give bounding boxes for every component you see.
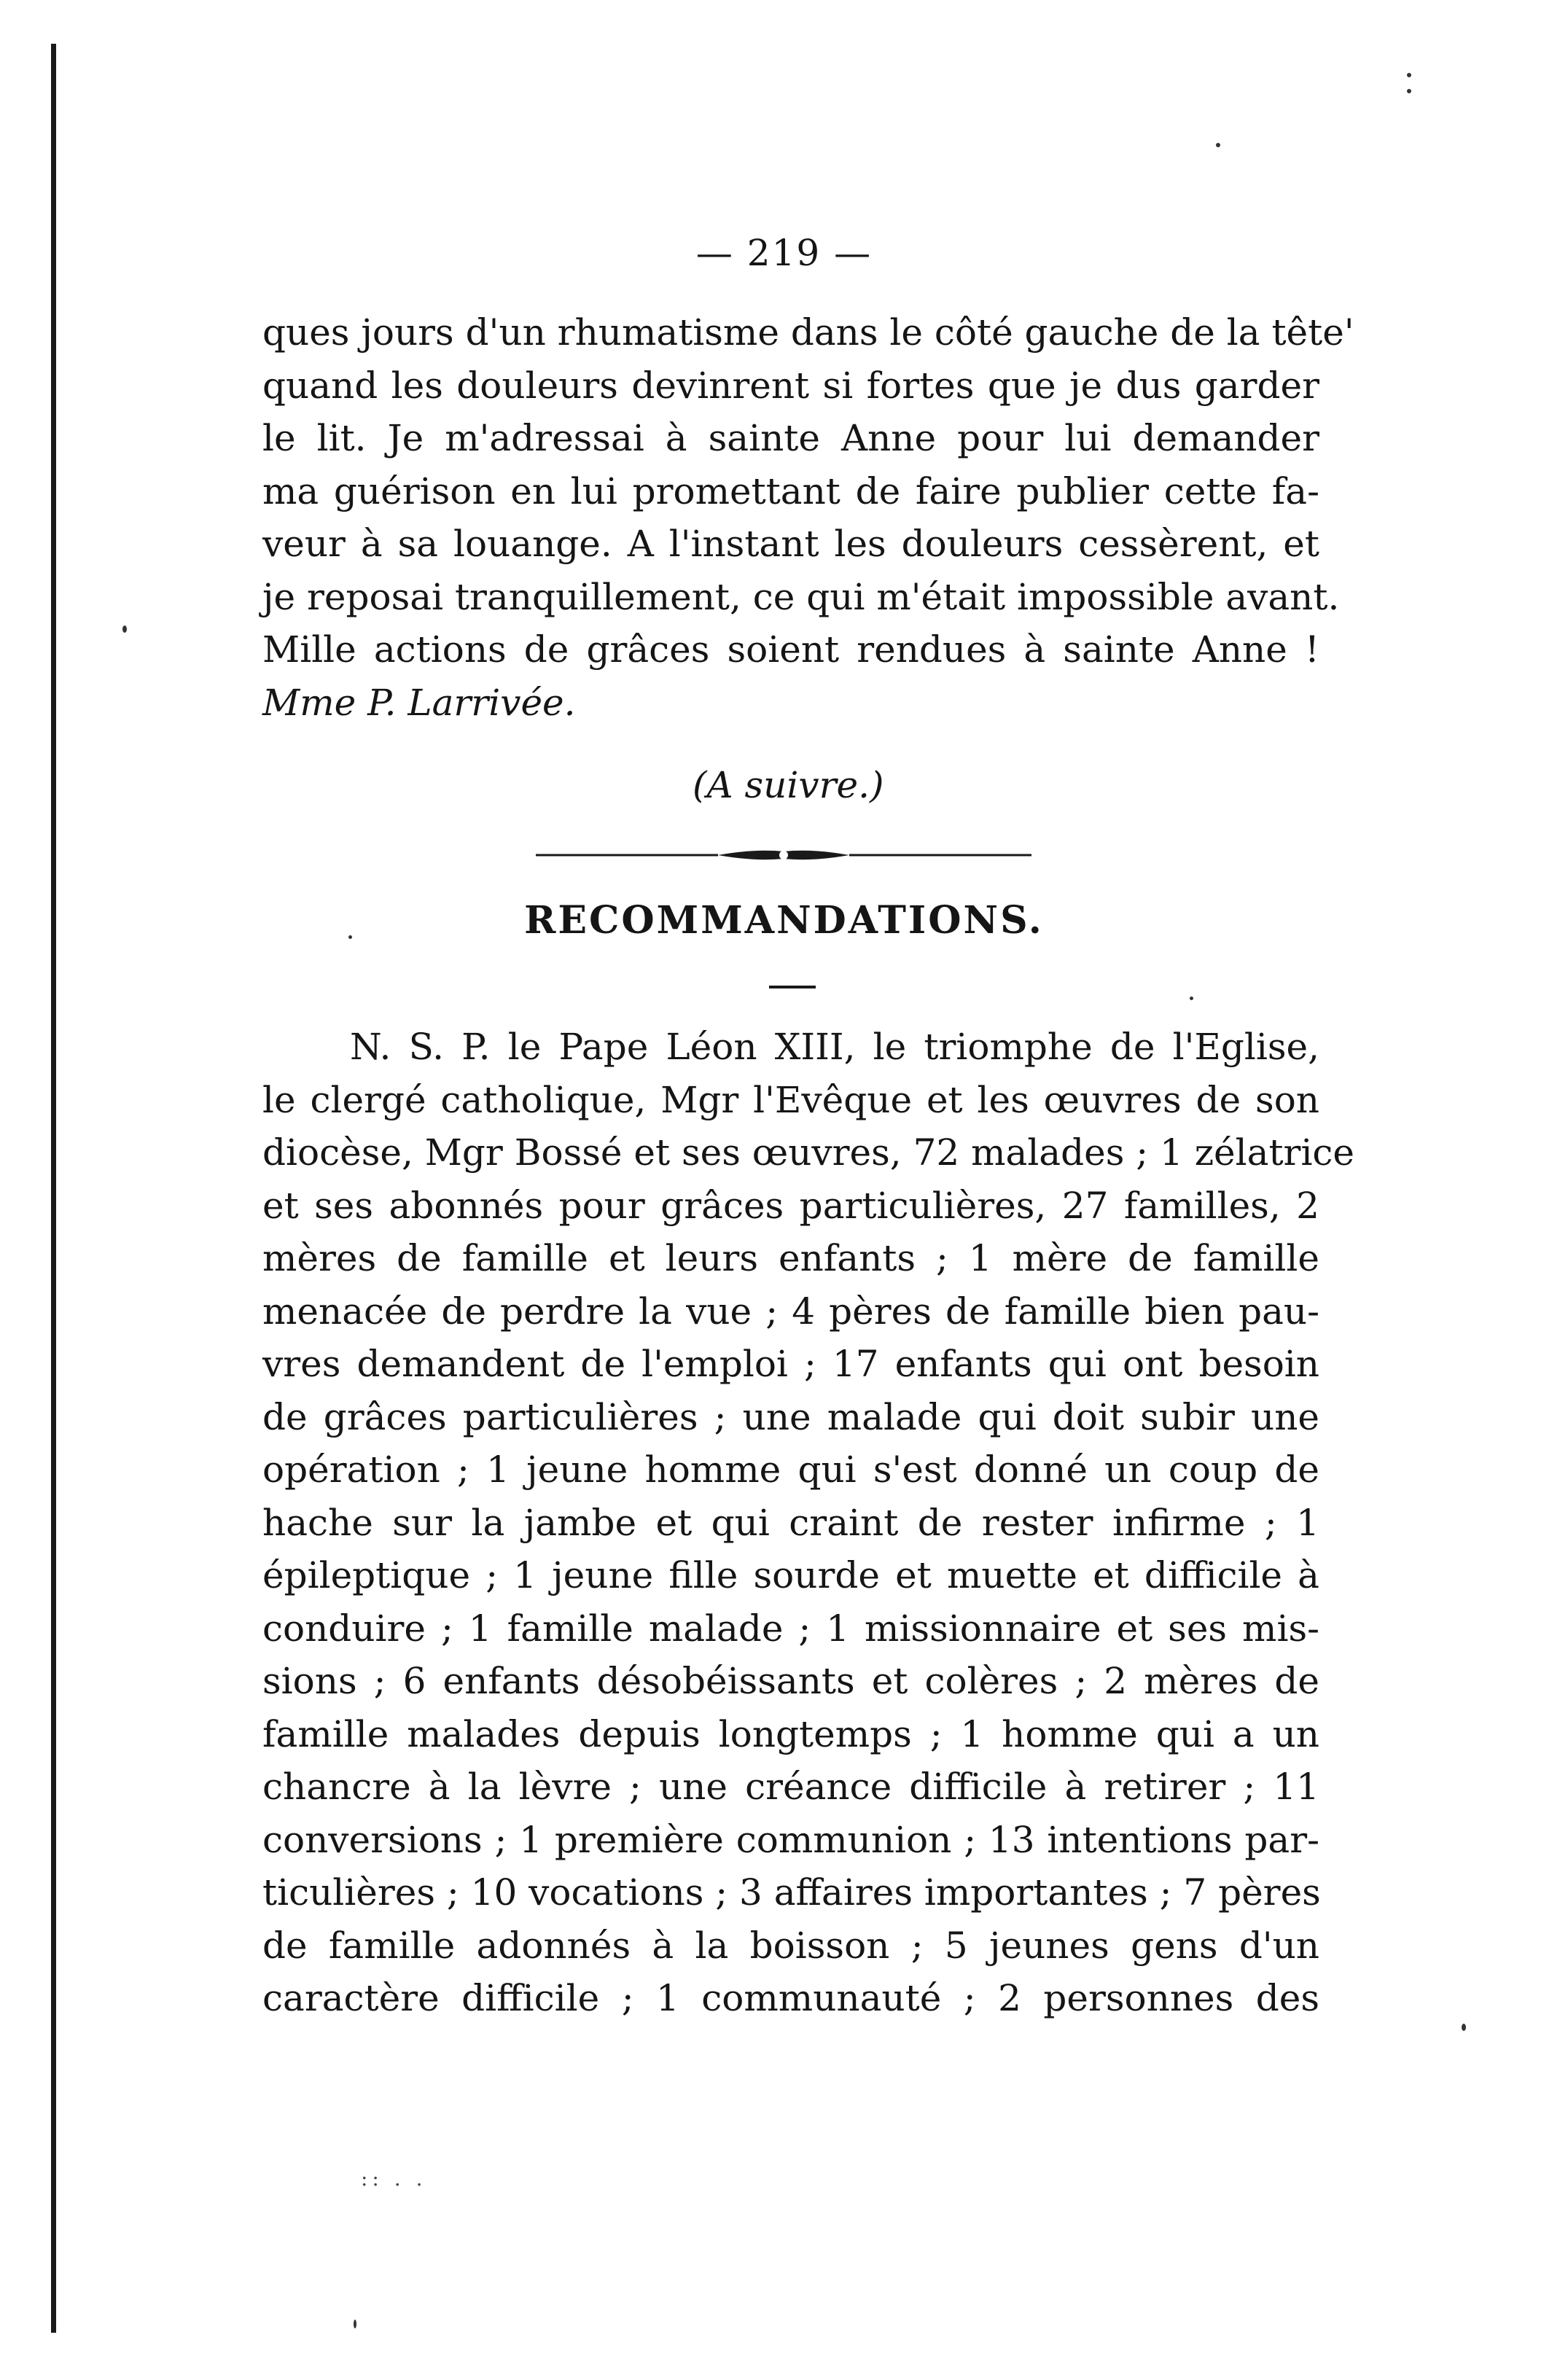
continuation-note: (A suivre.) bbox=[693, 764, 884, 806]
signature: Mme P. Larrivée. bbox=[262, 681, 576, 724]
testimony-paragraph bbox=[262, 306, 1354, 729]
text-line: famille malades depuis longtemps ; 1 homme qui a un bbox=[262, 1712, 1319, 1755]
scan-speck bbox=[1216, 143, 1220, 147]
section-title: RECOMMANDATIONS. bbox=[524, 898, 1044, 943]
page-number: — 219 — bbox=[695, 232, 873, 274]
scan-speck bbox=[1407, 73, 1411, 77]
recommendations-paragraph bbox=[262, 1021, 1355, 2025]
section-rule bbox=[769, 986, 816, 988]
text-line: je reposai tranquillement, ce qui m'était impossible avant. bbox=[262, 575, 1340, 618]
text-line: ma guérison en lui promettant de faire publier cette fa- bbox=[262, 469, 1319, 512]
text-line: de famille adonnés à la boisson ; 5 jeunes gens d'un bbox=[262, 1924, 1319, 1967]
text-line: opération ; 1 jeune homme qui s'est donné un coup de bbox=[262, 1448, 1319, 1491]
text-line: conversions ; 1 première communion ; 13 intentions par- bbox=[262, 1818, 1319, 1861]
text-line: menacée de perdre la vue ; 4 pères de famille bien pau- bbox=[262, 1290, 1319, 1333]
text-line: chancre à la lèvre ; une créance difficile à retirer ; 11 bbox=[262, 1766, 1319, 1808]
text-line: veur à sa louange. A l'instant les douleurs cessèrent, et bbox=[262, 523, 1319, 565]
scan-speck bbox=[122, 625, 127, 633]
scan-speck bbox=[1190, 997, 1193, 1000]
footer-marks: :: . . bbox=[361, 2167, 427, 2191]
text-line: sions ; 6 enfants désobéissants et colères ; 2 mères de bbox=[262, 1660, 1319, 1702]
scan-speck bbox=[354, 2320, 356, 2328]
section-divider-ornament bbox=[536, 844, 1031, 866]
text-line: caractère difficile ; 1 communauté ; 2 personnes des bbox=[262, 1977, 1319, 2019]
text-line: le clergé catholique, Mgr l'Evêque et les œuvres de son bbox=[262, 1078, 1319, 1121]
text-line: conduire ; 1 famille malade ; 1 missionnaire et ses mis- bbox=[262, 1607, 1319, 1650]
scan-speck bbox=[1407, 89, 1411, 93]
binding-edge-line bbox=[51, 44, 56, 2333]
text-line: vres demandent de l'emploi ; 17 enfants qui ont besoin bbox=[262, 1343, 1319, 1385]
text-line: le lit. Je m'adressai à sainte Anne pour lui demander bbox=[262, 417, 1319, 459]
scan-speck bbox=[348, 935, 352, 939]
text-line: ticulières ; 10 vocations ; 3 affaires importantes ; 7 pères bbox=[262, 1871, 1321, 1914]
text-line: ques jours d'un rhumatisme dans le côté gauche de la tête' bbox=[262, 311, 1354, 354]
text-line: et ses abonnés pour grâces particulières, 27 familles, 2 bbox=[262, 1184, 1319, 1227]
text-line: Mille actions de grâces soient rendues à sainte Anne ! bbox=[262, 628, 1319, 671]
text-line: quand les douleurs devinrent si fortes que je dus garder bbox=[262, 364, 1319, 407]
text-line: N. S. P. le Pape Léon XIII, le triomphe de l'Eglise, bbox=[350, 1026, 1319, 1068]
scan-speck bbox=[1462, 2024, 1466, 2031]
text-line: mères de famille et leurs enfants ; 1 mère de famille bbox=[262, 1237, 1319, 1279]
text-line: hache sur la jambe et qui craint de rester infirme ; 1 bbox=[262, 1501, 1319, 1544]
text-line: de grâces particulières ; une malade qui doit subir une bbox=[262, 1395, 1319, 1438]
text-line: épileptique ; 1 jeune fille sourde et muette et difficile à bbox=[262, 1554, 1319, 1596]
text-line: diocèse, Mgr Bossé et ses œuvres, 72 malades ; 1 zélatrice bbox=[262, 1131, 1355, 1174]
